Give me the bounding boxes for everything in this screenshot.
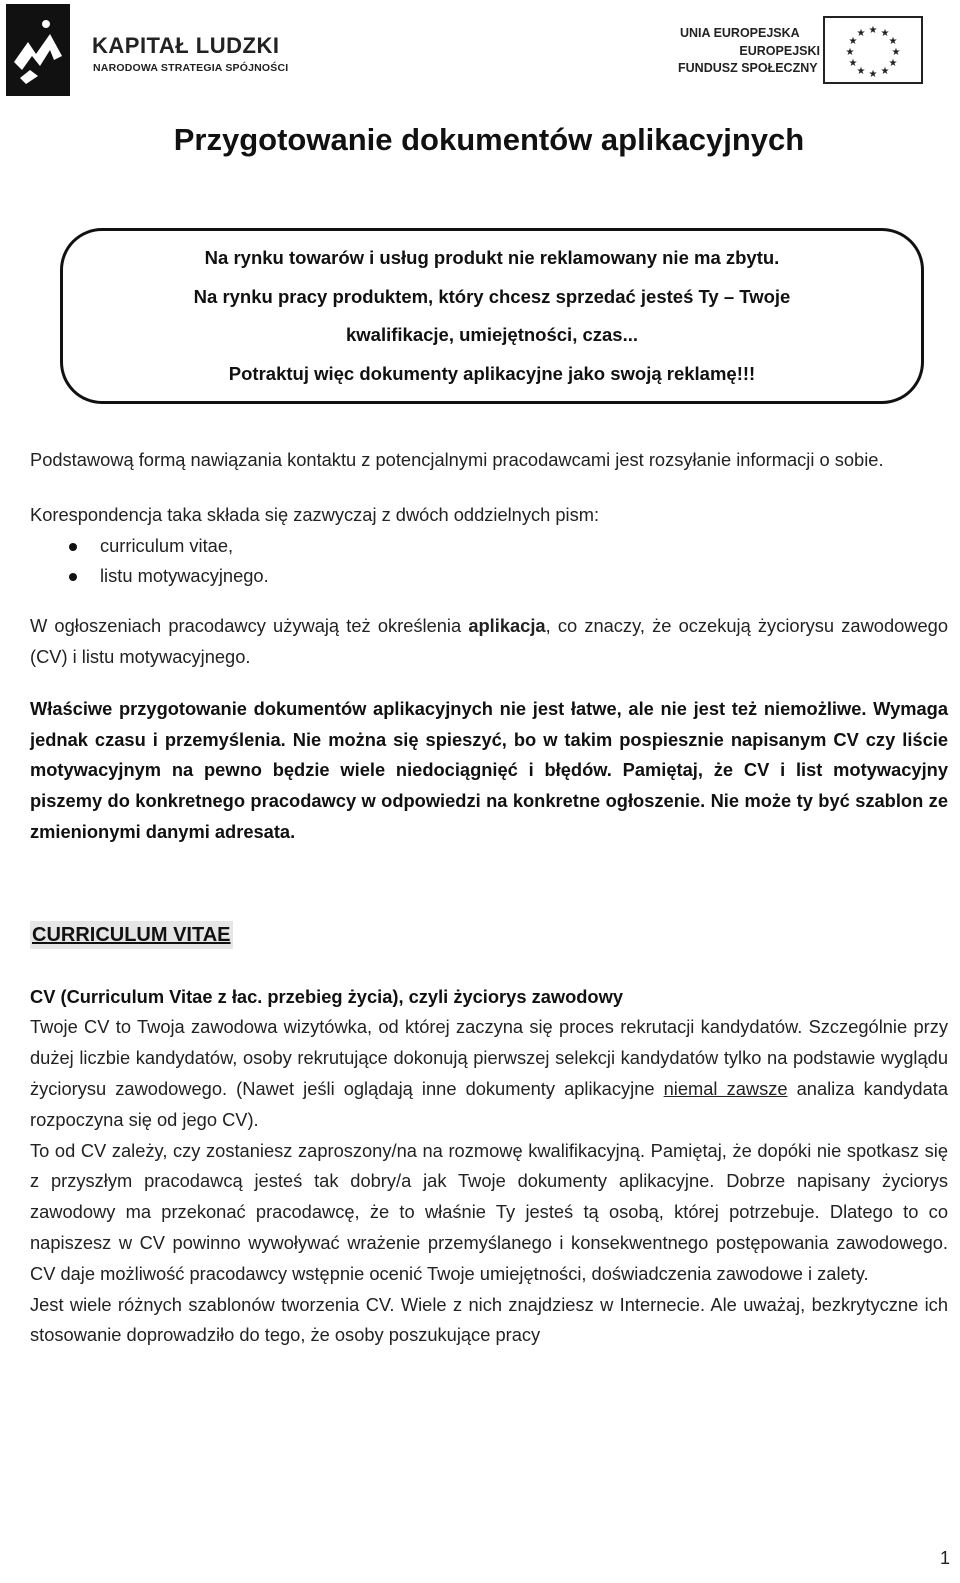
quote-line-4-clip bbox=[58, 363, 924, 385]
section-heading: CURRICULUM VITAE bbox=[30, 921, 233, 949]
intro-paragraph-2: Korespondencja taka składa się zazwyczaj z dwóch oddzielnych pism: bbox=[30, 503, 600, 525]
intro-paragraph-1: Podstawową formą nawiązania kontaktu z potencjalnymi pracodawcami jest rozsyłanie informacji o sobie. bbox=[30, 449, 884, 470]
list-item: listu motywacyjnego. bbox=[30, 561, 948, 592]
quote-line-4: Potraktuj więc dokumenty aplikacyjne jako swoją reklamę!!! bbox=[228, 363, 756, 384]
kapital-ludzki-subtitle: NARODOWA STRATEGIA SPÓJNOŚCI bbox=[93, 62, 289, 74]
ue-logo-line2: EUROPEJSKI bbox=[739, 44, 820, 58]
page-number: 1 bbox=[940, 1548, 951, 1568]
cv-paragraph-3: Jest wiele różnych szablonów tworzenia CV. Wiele z nich znajdziesz w Internecie. Ale uważaj, bezkrytyczne ich stosowanie doprowadziło do tego, że osoby poszukujące pracy bbox=[30, 1293, 948, 1346]
text-span: , co znaczy, że oczekują życiorysu zawodowego (CV) i listu motywacyjnego. bbox=[30, 615, 948, 667]
kapital-ludzki-title: KAPITAŁ LUDZKI bbox=[92, 33, 280, 58]
svg-text:★: ★ bbox=[880, 28, 890, 39]
quote-line-3: kwalifikacje, umiejętności, czas... bbox=[345, 324, 639, 345]
cv-paragraph-2: To od CV zależy, czy zostaniesz zaproszony/na na rozmowę kwalifikacyjną. Pamiętaj, że dopóki nie spotkasz się z przyszłym pracodawcą jesteś tak dobry/a jak Twoje dokumenty aplikacyjne. Dobrze napisany życiorys zawodowy ma przekonać pracodawcę, że to właśnie Ty jesteś tą osobą, której potrzebuje. Dlatego to co napiszesz w CV powinno wywoływać wrażenie przemyślanego i konsekwentnego postępowania zawodowego. CV daje możliwość pracodawcy wstępnie ocenić Twoje umiejętności, doświadczenia zawodowe i zalety. bbox=[30, 1139, 948, 1284]
kapital-ludzki-logo-icon bbox=[6, 4, 70, 96]
page-header bbox=[0, 0, 960, 100]
quote-line-2: Na rynku pracy produktem, który chcesz sprzedać jesteś Ty – Twoje bbox=[193, 286, 791, 307]
document-body bbox=[30, 445, 948, 1351]
bold-term: aplikacja bbox=[468, 615, 546, 637]
ue-logo-line1: UNIA EUROPEJSKA bbox=[680, 26, 800, 40]
svg-text:★: ★ bbox=[868, 69, 878, 80]
svg-text:★: ★ bbox=[868, 25, 878, 36]
svg-text:★: ★ bbox=[891, 47, 901, 58]
underlined-text: niemal zawsze bbox=[663, 1077, 788, 1099]
svg-text:★: ★ bbox=[880, 66, 890, 77]
page-title: Przygotowanie dokumentów aplikacyjnych bbox=[173, 122, 805, 157]
svg-text:★: ★ bbox=[856, 66, 866, 77]
svg-text:★: ★ bbox=[888, 36, 898, 47]
text-span: W ogłoszeniach pracodawcy używają też określenia bbox=[30, 615, 469, 637]
document-list bbox=[30, 531, 948, 593]
cv-paragraph-1 bbox=[30, 1012, 948, 1135]
cv-definition: CV (Curriculum Vitae z łac. przebieg życia), czyli życiorys zawodowy bbox=[30, 985, 623, 1007]
quote-line-1: Na rynku towarów i usług produkt nie reklamowany nie ma zbytu. bbox=[204, 247, 780, 268]
ue-logo-line3: FUNDUSZ SPOŁECZNY bbox=[678, 61, 818, 75]
list-item: curriculum vitae, bbox=[30, 531, 948, 562]
svg-text:★: ★ bbox=[888, 58, 898, 69]
text-span: analiza kandydata rozpoczyna się od jego CV). bbox=[30, 1077, 948, 1130]
eu-flag-icon bbox=[823, 16, 923, 84]
svg-text:★: ★ bbox=[845, 47, 855, 58]
svg-text:★: ★ bbox=[848, 36, 858, 47]
svg-text:★: ★ bbox=[848, 58, 858, 69]
intro-paragraph-4: Właściwe przygotowanie dokumentów aplikacyjnych nie jest łatwe, ale nie jest też niemożliwe. Wymaga jednak czasu i przemyślenia. Nie można się spieszyć, bo w takim pospiesznie napisanym CV czy liście motywacyjnym na pewno będzie wiele niedociągnięć i błędów. Pamiętaj, że CV i list motywacyjny piszemy do konkretnego pracodawcy w odpowiedzi na konkretne ogłoszenie. Nie może ty być szablon ze zmienionymi danymi adresata. bbox=[30, 697, 948, 842]
text-span: Twoje CV to Twoja zawodowa wizytówka, od której zaczyna się proces rekrutacji kandydatów. Szczególnie przy dużej liczbie kandydatów, osoby rekrutujące dokonują pierwszej selekcji kandydatów tylko na podstawie wyglądu życiorysu zawodowego. (Nawet jeśli oglądają inne dokumenty aplikacyjne bbox=[30, 1016, 948, 1099]
svg-text:★: ★ bbox=[856, 28, 866, 39]
intro-paragraph-3 bbox=[30, 611, 948, 673]
